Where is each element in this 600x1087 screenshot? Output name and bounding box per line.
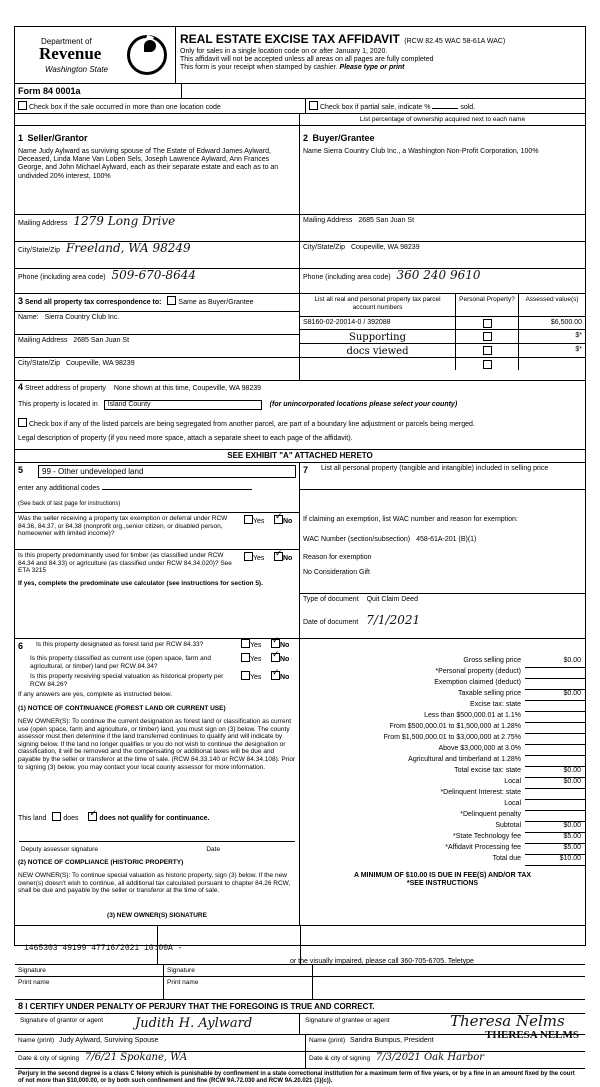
minimum-due-note: A MINIMUM OF $10.00 IS DUE IN FEE(S) AND/OR TAX: [353, 872, 532, 879]
buyer-title: Buyer/Grantee: [312, 133, 375, 143]
same-as-buyer-label: Same as Buyer/Grantee: [178, 299, 254, 306]
parcel-row-value[interactable]: $*: [575, 346, 582, 353]
seller-title: Seller/Grantor: [27, 133, 88, 143]
section6-number: 6: [18, 641, 24, 651]
tax-row-value[interactable]: [525, 734, 585, 745]
tax-row-value[interactable]: $0.00: [525, 778, 585, 789]
header-sub2: This affidavit will not be accepted unless all areas on all pages are fully completed: [180, 56, 434, 64]
tax-row-label: Local: [504, 800, 521, 807]
tax-row: [300, 701, 585, 712]
legal-description-label: Legal description of property (if you need more space, attach a separate sheet to each page of the affidavit).: [18, 435, 353, 442]
form-title: REAL ESTATE EXCISE TAX AFFIDAVIT: [180, 32, 400, 46]
land-does-not-qualify-checkbox[interactable]: [88, 812, 97, 821]
correspondence-parcels-section: [15, 294, 585, 381]
tax-row: [300, 756, 585, 767]
header-sub3: This form is your receipt when stamped by cashier.: [180, 64, 338, 72]
continuance-title: (1) NOTICE OF CONTINUANCE (FOREST LAND OR CURRENT USE): [18, 705, 226, 712]
tax-row-label: Gross selling price: [463, 657, 521, 664]
street-label: Street address of property: [24, 385, 106, 392]
located-in-label: This property is located in: [18, 401, 98, 408]
buyer-city-label: City/State/Zip: [303, 244, 346, 251]
tax-calculation-block: [300, 639, 585, 925]
perjury-notice: Perjury in the second degree is a class C felony which is punishable by confinement in a state correctional institution for a maximum term of five years, or by a fine in an amount fixed by the court of not more than $10,000.00, or by both such confinement and fine (RCW 9A.72.030 and RCW 9A.20.021 (1)(c)).: [18, 1071, 575, 1084]
tax-row-value[interactable]: [525, 789, 585, 800]
tax-row-label: From $1,500,000.01 to $3,000,000 at 2.75%: [383, 734, 521, 741]
section5-number: 5: [18, 465, 24, 475]
parcel-row-number[interactable]: docs viewed: [300, 344, 456, 357]
seller-city-value[interactable]: Freeland, WA 98249: [65, 241, 191, 255]
seller-name-value[interactable]: Judy Aylward as surviving spouse of The Estate of Edward James Aylward, Deceased, Linda Mane Van Loben Sels, Joseph Lawrence Aylward, Ann Frances George, and John Michael Aylward, each as their separate estate and each as to an undivided 20% interest, 100%: [18, 148, 279, 180]
print-name-label-2: Print name: [164, 977, 313, 999]
tax-row-value[interactable]: $0.00: [525, 767, 585, 778]
tax-row-label: Agricultural and timberland at 1.28%: [408, 756, 521, 763]
same-as-buyer-checkbox[interactable]: [167, 296, 176, 305]
parcel-row-personal-checkbox[interactable]: [456, 317, 519, 329]
section6-q3-yes-label: Yes: [250, 674, 262, 681]
section5-block: [15, 463, 300, 638]
parcel-row-number[interactable]: Supporting: [300, 330, 456, 343]
parcel-row-number[interactable]: [300, 358, 456, 370]
section6-q1-yes-checkbox[interactable]: [241, 639, 250, 648]
section8-number: 8: [18, 1001, 24, 1011]
land-does-qualify-checkbox[interactable]: [52, 812, 61, 821]
signature-label-1: Signature: [15, 965, 164, 976]
section7-number: 7: [303, 465, 309, 475]
tax-row-value[interactable]: [525, 701, 585, 712]
tax-row: [300, 833, 585, 844]
location-code-label: Check box if the sale occurred in more than one location code: [28, 104, 221, 111]
parcel-col-header-numbers: List all real and personal property tax parcel account numbers: [300, 294, 456, 316]
seller-mailing-value[interactable]: 1279 Long Drive: [73, 214, 176, 228]
additional-codes-input[interactable]: [102, 489, 252, 490]
tax-row: [300, 723, 585, 734]
section5-q2-note: If yes, complete the predominate use calculator (see instructions for section 5).: [18, 580, 263, 587]
section6-q1-label: Is this property designated as forest land per RCW 84.33?: [36, 641, 204, 648]
section5-q2-label: Is this property predominantly used for timber (as classified under RCW 84.34 and 84.33) or agriculture (as classified under RCW 84.34.020)? See ETA 3215: [18, 552, 232, 575]
partial-sale-percent-input[interactable]: [432, 108, 458, 109]
wac-number-label: WAC Number (section/subsection): [303, 536, 411, 543]
tax-row: [300, 855, 585, 866]
parcel-row-value[interactable]: [519, 358, 585, 370]
grantor-signature-value[interactable]: Judith H. Aylward: [135, 1016, 253, 1031]
tax-row: [300, 668, 585, 679]
tax-row: [300, 657, 585, 668]
tax-row-label: Subtotal: [495, 822, 521, 829]
section7-title: List all personal property (tangible and intangible) included in selling price: [321, 465, 549, 472]
tax-row: [300, 745, 585, 756]
tax-row: [300, 767, 585, 778]
buyer-mailing-value[interactable]: 2685 San Juan St: [358, 217, 415, 224]
exhibit-reference: SEE EXHIBIT "A" ATTACHED HERETO: [15, 449, 585, 462]
tax-row-label: From $500,000.01 to $1,500,000 at 1.28%: [389, 723, 521, 730]
recording-stamp: 1465303 49199 47716/2021 10:00A -: [24, 944, 183, 953]
tax-row-value[interactable]: [525, 723, 585, 734]
revenue-logo-icon: [127, 35, 167, 75]
parcel-row-value[interactable]: $6,500.00: [550, 319, 582, 326]
deputy-assessor-date-label: Date: [206, 846, 221, 853]
buyer-name-label: Name: [303, 148, 322, 155]
correspondence-name-value[interactable]: Sierra Country Club Inc.: [44, 314, 120, 321]
section6-q3-no-label: No: [280, 674, 290, 681]
tax-row-label: *Delinquent penalty: [460, 811, 521, 818]
section5-q1-label: Was the seller receiving a property tax exemption or deferral under RCW 84.36, 84.37, or 84.38 (nonprofit org.,senior citizen, or disabled person, homeowner with limited income)?: [18, 515, 228, 538]
grantee-printname-label: Name (print): [309, 1037, 346, 1044]
location-code-check-row: [15, 99, 306, 113]
tax-row-label: *Affidavit Processing fee: [445, 844, 521, 851]
tax-row-label: Total due: [492, 855, 521, 862]
document-date-label: Date of document: [303, 619, 359, 626]
document-date-value[interactable]: 7/1/2021: [366, 613, 421, 627]
section5-q1-yes-checkbox[interactable]: [244, 515, 253, 524]
tax-row-value[interactable]: [525, 712, 585, 723]
signature-label-2: Signature: [164, 965, 313, 976]
section6-q1-no-label: No: [280, 642, 290, 649]
section6-q2-yes-checkbox[interactable]: [241, 653, 250, 662]
buyer-city-value[interactable]: Coupeville, WA 98239: [350, 244, 420, 251]
tax-row: [300, 844, 585, 855]
new-owner-printname-row: [15, 977, 585, 1000]
tax-row-label: Exemption claimed (deduct): [434, 679, 521, 686]
grantee-date-label: Date & city of signing: [309, 1055, 371, 1062]
tax-row-value[interactable]: [525, 811, 585, 822]
tax-rows: [300, 657, 585, 866]
tax-row: [300, 811, 585, 822]
document-type-label: Type of document: [303, 596, 359, 603]
document-type-value[interactable]: Quit Claim Deed: [366, 596, 418, 603]
grantor-printname-value[interactable]: Judy Aylward, Surviving Spouse: [58, 1037, 159, 1044]
tax-row: [300, 679, 585, 690]
section6-q3-yes-checkbox[interactable]: [241, 671, 250, 680]
tax-row-value[interactable]: $0.00: [525, 657, 585, 668]
grantor-date-value[interactable]: 7/6/21 Spokane, WA: [84, 1052, 188, 1063]
land-does-not-label: does not qualify for continuance.: [99, 815, 210, 822]
section6-q1-yes-label: Yes: [250, 642, 262, 649]
tax-row: [300, 712, 585, 723]
grantor-printname-label: Name (print): [18, 1037, 55, 1044]
correspondence-city-value[interactable]: Coupeville, WA 98239: [65, 360, 135, 367]
tax-row-label: Above $3,000,000 at 3.0%: [438, 745, 521, 752]
seller-block: [15, 126, 300, 293]
section5-q1-no-checkbox[interactable]: [274, 515, 283, 524]
tax-row-value[interactable]: [525, 756, 585, 767]
location-code-checkbox[interactable]: [18, 101, 27, 110]
tax-row: [300, 789, 585, 800]
correspondence-city-label: City/State/Zip: [18, 360, 61, 367]
this-land-label: This land: [18, 815, 47, 822]
section6-tax-section: [15, 639, 585, 926]
buyer-block: [300, 126, 585, 293]
print-name-label-1: Print name: [15, 977, 164, 999]
section5-q1-no-label: No: [283, 518, 293, 525]
grantee-signature-value[interactable]: Theresa Nelms: [450, 1012, 565, 1030]
tax-row: [300, 800, 585, 811]
seller-phone-label: Phone (including area code): [18, 274, 106, 281]
correspondence-mailing-value[interactable]: 2685 San Juan St: [73, 337, 130, 344]
agency-logo-block: [15, 27, 176, 83]
parcel-row-personal-checkbox[interactable]: [456, 344, 519, 357]
street-value[interactable]: None shown at this time, Coupeville, WA 98239: [113, 385, 262, 392]
parcel-row-personal-checkbox[interactable]: [456, 330, 519, 343]
tax-row-label: Excise tax: state: [470, 701, 521, 708]
seller-city-label: City/State/Zip: [18, 247, 61, 254]
parcel-table: [300, 294, 585, 380]
buyer-name-value[interactable]: Sierra Country Club Inc., a Washington Non-Profit Corporation, 100%: [323, 148, 539, 155]
land-use-code-select[interactable]: 99 - Other undeveloped land: [38, 465, 296, 478]
section6-q1-no-checkbox[interactable]: [271, 639, 280, 648]
see-instructions-note: *SEE INSTRUCTIONS: [406, 880, 479, 888]
seller-name-label: Name: [18, 148, 37, 155]
land-does-label: does: [63, 815, 79, 822]
tax-row-value[interactable]: $5.00: [525, 833, 585, 844]
section6-q2-no-checkbox[interactable]: [271, 653, 280, 662]
tax-row-value[interactable]: [525, 668, 585, 679]
section5-q2-no-label: No: [283, 555, 293, 562]
correspondence-block: [15, 294, 300, 380]
certification-title: I CERTIFY UNDER PENALTY OF PERJURY THAT THE FOREGOING IS TRUE AND CORRECT.: [25, 1002, 375, 1011]
tax-row-value[interactable]: [525, 800, 585, 811]
tax-row: [300, 778, 585, 789]
section6-q3-no-checkbox[interactable]: [271, 671, 280, 680]
tax-row-label: *State Technology fee: [453, 833, 521, 840]
new-owner-signature-labels: [15, 965, 585, 977]
segregation-label: Check box if any of the listed parcels are being segregated from another parcel, are part of a boundary line adjustment or parcels being merged.: [28, 421, 475, 428]
compliance-title: (2) NOTICE OF COMPLIANCE (HISTORIC PROPERTY): [18, 859, 184, 866]
additional-codes-label: enter any additional codes: [18, 485, 100, 492]
section6-q2-yes-label: Yes: [250, 656, 262, 663]
reason-exemption-value[interactable]: No Consideration Gift: [303, 569, 370, 576]
buyer-phone-value[interactable]: 360 240 9610: [396, 268, 481, 282]
header-sub3-italic: Please type or print: [339, 64, 405, 72]
wac-number-value[interactable]: 458-61A-201 (B)(1): [416, 536, 477, 543]
dept-line1: Department of: [41, 37, 92, 46]
parties-section: [15, 126, 585, 294]
tax-row: [300, 734, 585, 745]
parcel-row-value[interactable]: $*: [575, 332, 582, 339]
compliance-body: NEW OWNER(S): To continue special valuation as historic property, sign (3) below. If the new owner(s) doesn't wish to continue, all additional tax calculated pursuant to chapter 84.26 RCW, shall be due and payable by the seller or transferor at the time of sale.: [18, 872, 291, 895]
grantee-printname-handwritten: THERESA NELMS: [485, 1029, 579, 1041]
buyer-mailing-label: Mailing Address: [303, 217, 353, 224]
header-sub1: Only for sales in a single location code on or after January 1, 2020.: [180, 48, 388, 55]
dept-line2: Revenue: [39, 44, 102, 63]
tax-row: [300, 822, 585, 833]
certification-section: [15, 1000, 585, 1069]
seller-number: 1: [18, 133, 24, 143]
section6-q3-label: Is this property receiving special valuation as historical property per RCW 84.26?: [30, 673, 224, 688]
grantor-date-label: Date & city of signing: [18, 1055, 80, 1062]
continuance-body: NEW OWNER(S): To continue the current designation as forest land or classification as current use (open space, farm and agriculture, or timber) land, you must sign on (3) below. The county assessor must then determine if the land transferred continues to qualify and will indicate by signing below. If the land no longer qualifies or you do not wish to continue the designation or classification, it will be removed and the compensating or additional taxes will be due and payable by the seller or transferor at the time of sale. (RCW 84.33.140 or RCW 84.34.108). Prior to signing (3) below, you may contact your local county assessor for more information.: [18, 718, 296, 771]
buyer-phone-label: Phone (including area code): [303, 274, 391, 281]
grantee-printname-value[interactable]: Sandra Bumpus, President: [349, 1037, 434, 1044]
tax-row-label: Taxable selling price: [457, 690, 521, 697]
located-in-hint: (for unincorporated locations please select your county): [269, 401, 458, 408]
tax-row-label: *Personal property (deduct): [435, 668, 521, 675]
parcel-row-personal-checkbox[interactable]: [456, 358, 519, 370]
tax-row-label: *Delinquent Interest: state: [440, 789, 521, 796]
section7-block: [300, 463, 585, 638]
form-title-ref: (RCW 82.45 WAC 58-61A WAC): [404, 38, 506, 45]
tax-row-label: Total excise tax: state: [454, 767, 521, 774]
segregation-checkbox[interactable]: [18, 418, 27, 427]
dept-line3: Washington State: [45, 65, 109, 74]
section5-q1-yes-label: Yes: [253, 518, 265, 525]
partial-sale-check-row: [306, 99, 585, 113]
section6-q2-no-label: No: [280, 656, 290, 663]
use-code-exemption-section: [15, 463, 585, 639]
reason-exemption-label: Reason for exemption: [303, 554, 372, 561]
buyer-number: 2: [303, 133, 309, 143]
partial-sale-label: Check box if partial sale, indicate %: [319, 104, 431, 111]
section5-q2-no-checkbox[interactable]: [274, 552, 283, 561]
correspondence-mailing-label: Mailing Address: [18, 337, 68, 344]
section5-q2-yes-label: Yes: [253, 555, 265, 562]
tax-row-value[interactable]: [525, 745, 585, 756]
section6-if-any-note: If any answers are yes, complete as instructed below.: [18, 691, 172, 698]
tax-row-value[interactable]: $0.00: [525, 822, 585, 833]
street-address-section: [15, 381, 585, 463]
tax-row-value[interactable]: $0.00: [525, 690, 585, 701]
see-back-note: (See back of last page for instructions): [18, 501, 121, 507]
correspondence-number: 3: [18, 296, 24, 306]
seller-phone-value[interactable]: 509-670-8644: [111, 268, 196, 282]
street-number: 4: [18, 382, 24, 392]
section6-block: [15, 639, 300, 925]
parcel-col-header-personal: Personal Property?: [456, 294, 519, 316]
partial-sale-tail: sold.: [460, 104, 476, 111]
tax-row-label: Local: [504, 778, 521, 785]
form-header: [15, 27, 585, 84]
tax-row-value[interactable]: [525, 679, 585, 690]
correspondence-title: Send all property tax correspondence to:: [24, 299, 162, 306]
tax-row: [300, 690, 585, 701]
exemption-claim-label: If claiming an exemption, list WAC number and reason for exemption:: [303, 516, 518, 523]
section6-q2-label: Is this property classified as current use (open space, farm and agricultural, or timber) land per RCW 84.34?: [30, 655, 212, 670]
deputy-assessor-signature-label: Deputy assessor signature: [21, 846, 98, 853]
partial-sale-checkbox[interactable]: [309, 101, 318, 110]
seller-mailing-label: Mailing Address: [18, 220, 68, 227]
tax-row-value[interactable]: $5.00: [525, 844, 585, 855]
tax-row-label: Less than $500,000.01 at 1.1%: [424, 712, 521, 719]
new-owner-signature-title: (3) NEW OWNER(S) SIGNATURE: [107, 912, 207, 919]
tty-notice: or the visually impaired, please call 360-705-6705. Teletype: [290, 958, 474, 965]
county-select[interactable]: Island County: [104, 400, 262, 410]
ownership-note: List percentage of ownership acquired next to each name: [359, 116, 526, 123]
correspondence-name-label: Name:: [18, 314, 39, 321]
section5-q2-yes-checkbox[interactable]: [244, 552, 253, 561]
grantee-signature-label: Signature of grantee or agent: [305, 1017, 390, 1024]
form-title-block: [176, 27, 585, 83]
parcel-row-number[interactable]: S8160-02-20014-0 / 392088: [300, 317, 456, 329]
grantee-date-value[interactable]: 7/3/2021 Oak Harbor: [375, 1052, 485, 1063]
tax-row-value[interactable]: $10.00: [525, 855, 585, 866]
grantor-signature-label: Signature of grantor or agent: [20, 1017, 104, 1024]
parcel-col-header-assessed: Assessed value(s): [525, 296, 579, 303]
form-number: Form 84 0001a: [15, 84, 182, 98]
